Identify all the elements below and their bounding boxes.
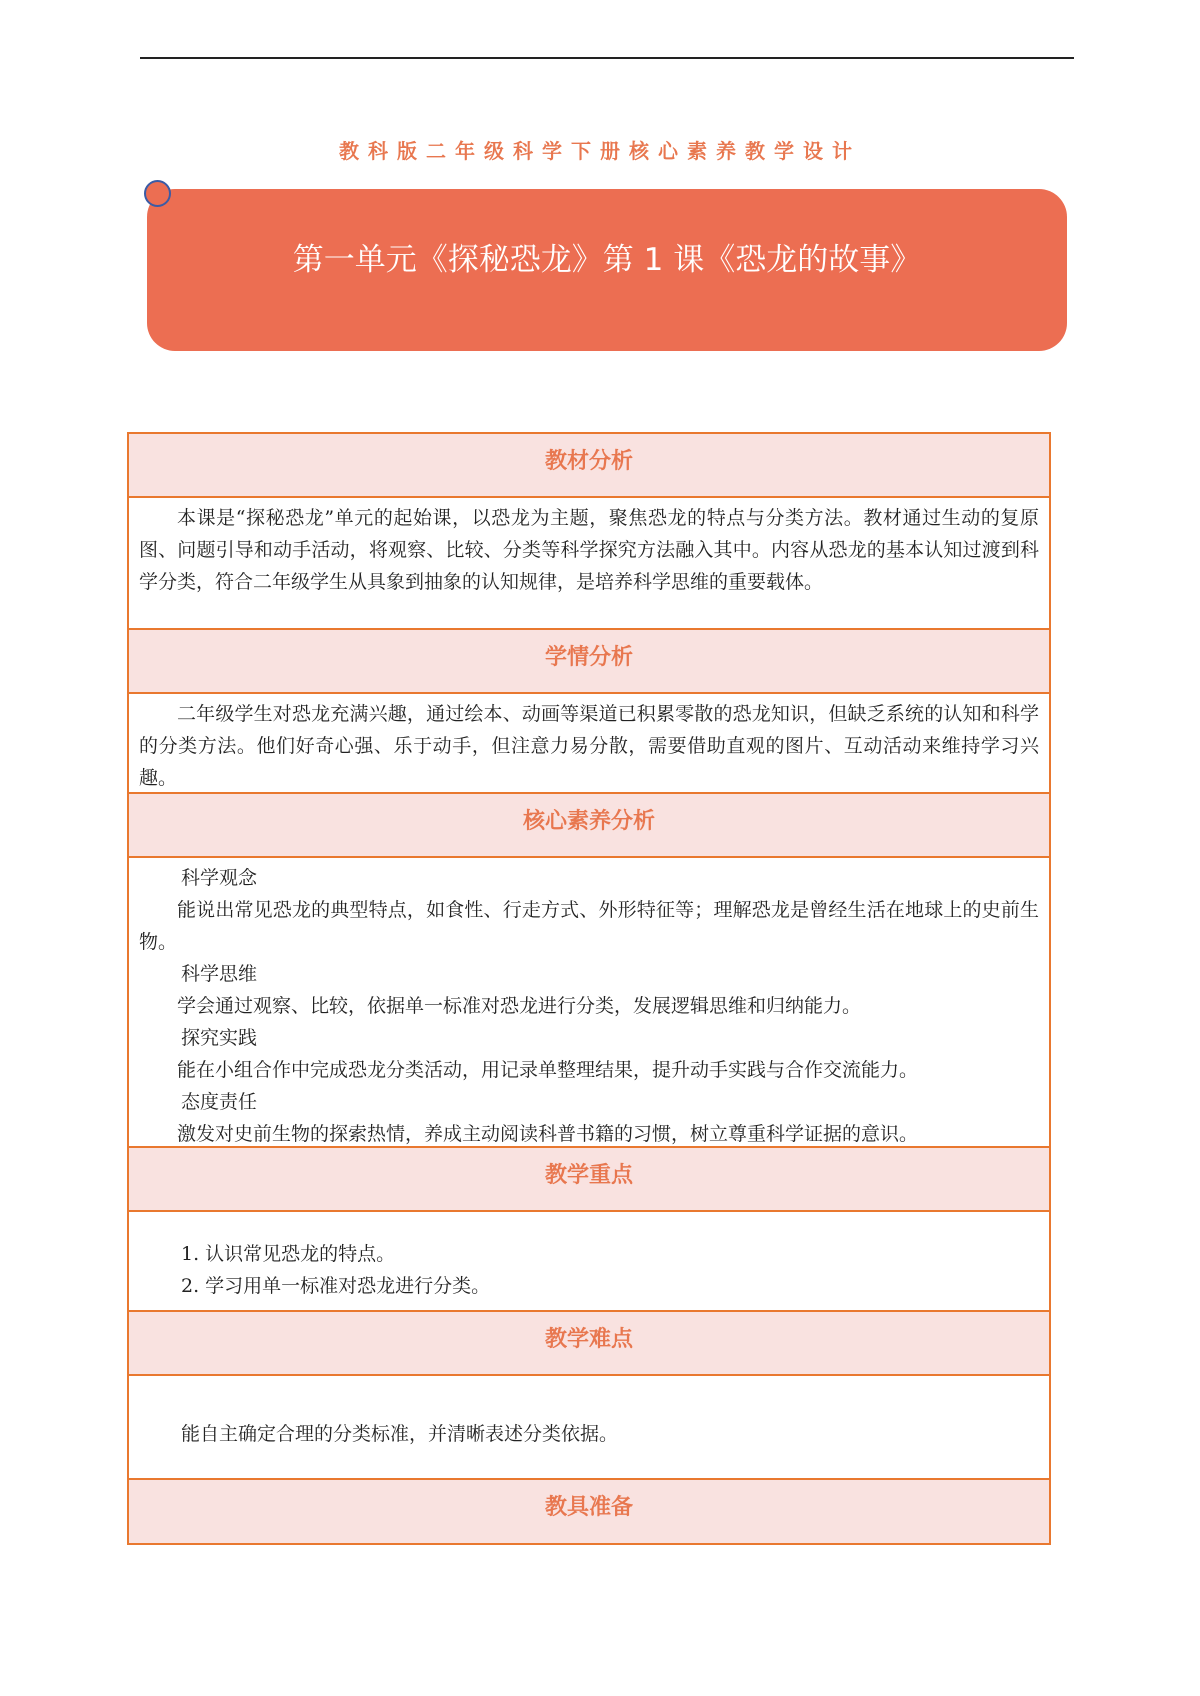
section-body-students xyxy=(129,694,1049,794)
section-heading-key-points: 教学重点 xyxy=(129,1148,1049,1212)
competency-text: 激发对史前生物的探索热情，养成主动阅读科普书籍的习惯，树立尊重科学证据的意识。 xyxy=(177,1123,919,1145)
competency-text: 能说出常见恐龙的典型特点，如食性、行走方式、外形特征等；理解恐龙是曾经生活在地球上的史前生物。 xyxy=(139,899,1039,953)
competency-label: 态度责任 xyxy=(181,1091,258,1113)
competency-label: 科学思维 xyxy=(181,963,258,985)
student-analysis-text: 二年级学生对恐龙充满兴趣，通过绘本、动画等渠道已积累零散的恐龙知识，但缺乏系统的认知和科学的分类方法。他们好奇心强、乐于动手，但注意力易分散，需要借助直观的图片、互动活动来维持学习兴趣。 xyxy=(139,703,1039,789)
competency-label: 科学观念 xyxy=(181,867,258,889)
section-body-textbook xyxy=(129,498,1049,630)
competency-text: 能在小组合作中完成恐龙分类活动，用记录单整理结果，提升动手实践与合作交流能力。 xyxy=(177,1059,919,1081)
competency-text: 学会通过观察、比较，依据单一标准对恐龙进行分类，发展逻辑思维和归纳能力。 xyxy=(177,995,862,1017)
textbook-analysis-text: 本课是“探秘恐龙”单元的起始课，以恐龙为主题，聚焦恐龙的特点与分类方法。教材通过生动的复原图、问题引导和动手活动，将观察、比较、分类等科学探究方法融入其中。内容从恐龙的基本认知过渡到科学分类，符合二年级学生从具象到抽象的认知规律，是培养科学思维的重要载体。 xyxy=(139,507,1039,593)
section-heading-materials: 教具准备 xyxy=(129,1480,1049,1543)
banner-dot-decoration xyxy=(144,180,171,207)
competency-label: 探究实践 xyxy=(181,1027,258,1049)
lesson-title-banner xyxy=(147,189,1067,351)
document-subtitle: 教科版二年级科学下册核心素养教学设计 xyxy=(339,139,861,163)
section-body-difficulty xyxy=(129,1376,1049,1480)
section-heading-difficulty: 教学难点 xyxy=(129,1312,1049,1376)
section-heading-students: 学情分析 xyxy=(129,630,1049,694)
section-heading-textbook: 教材分析 xyxy=(129,434,1049,498)
difficulty-text: 能自主确定合理的分类标准，并清晰表述分类依据。 xyxy=(181,1423,619,1445)
key-point-item: 2. 学习用单一标准对恐龙进行分类。 xyxy=(181,1275,491,1297)
teaching-design-table xyxy=(127,432,1051,1545)
section-heading-competency: 核心素养分析 xyxy=(129,794,1049,858)
section-body-competency xyxy=(129,858,1049,1148)
header-rule xyxy=(140,57,1074,59)
key-point-item: 1. 认识常见恐龙的特点。 xyxy=(181,1243,396,1265)
section-body-key-points xyxy=(129,1212,1049,1312)
lesson-title: 第一单元《探秘恐龙》第 1 课《恐龙的故事》 xyxy=(292,242,922,278)
